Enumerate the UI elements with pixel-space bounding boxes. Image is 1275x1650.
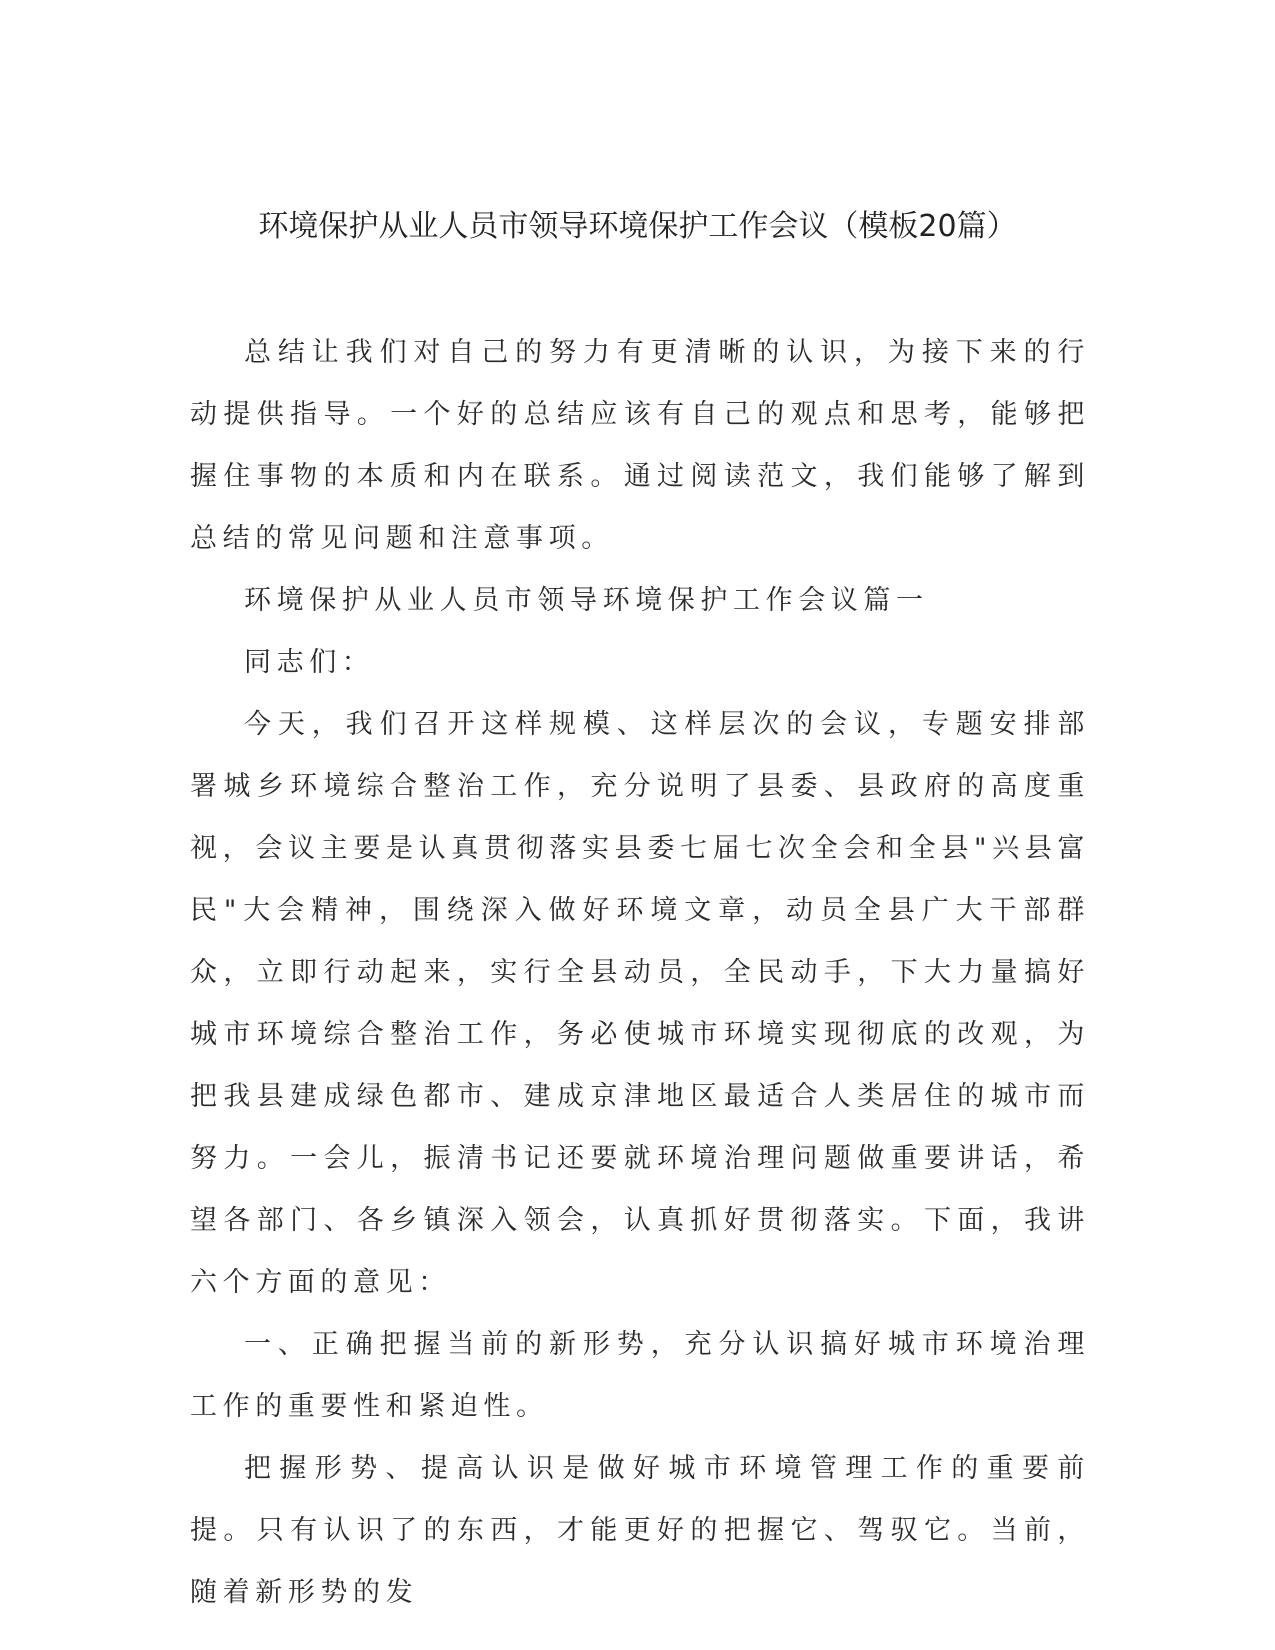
body-paragraph: 今天，我们召开这样规模、这样层次的会议，专题安排部署城乡环境综合整治工作，充分说明了县委、县政府的高度重视，会议主要是认真贯彻落实县委七届七次全会和全县"兴县富民"大会精神，围绕深入做好环境文章，动员全县广大干部群众，立即行动起来，实行全县动员，全民动手，下大力量搞好城市环境综合整治工作，务必使城市环境实现彻底的改观，为把我县建成绿色都市、建成京津地区最适合人类居住的城市而努力。一会儿，振清书记还要就环境治理问题做重要讲话，希望各部门、各乡镇深入领会，认真抓好贯彻落实。下面，我讲六个方面的意见： bbox=[190, 709, 1090, 1298]
intro-paragraph: 总结让我们对自己的努力有更清晰的认识，为接下来的行动提供指导。一个好的总结应该有自己的观点和思考，能够把握住事物的本质和内在联系。通过阅读范文，我们能够了解到总结的常见问题和注意事项。 bbox=[190, 337, 1090, 554]
section-heading: 环境保护从业人员市领导环境保护工作会议篇一 bbox=[244, 585, 929, 616]
point-heading: 一、正确把握当前的新形势，充分认识搞好城市环境治理工作的重要性和紧迫性。 bbox=[190, 1329, 1090, 1422]
salutation: 同志们： bbox=[244, 647, 375, 678]
document-title: 环境保护从业人员市领导环境保护工作会议（模板20篇） bbox=[258, 209, 1017, 244]
body-paragraph: 把握形势、提高认识是做好城市环境管理工作的重要前提。只有认识了的东西，才能更好的把握它、驾驭它。当前，随着新形势的发 bbox=[190, 1453, 1090, 1608]
document-body bbox=[190, 322, 1090, 1624]
